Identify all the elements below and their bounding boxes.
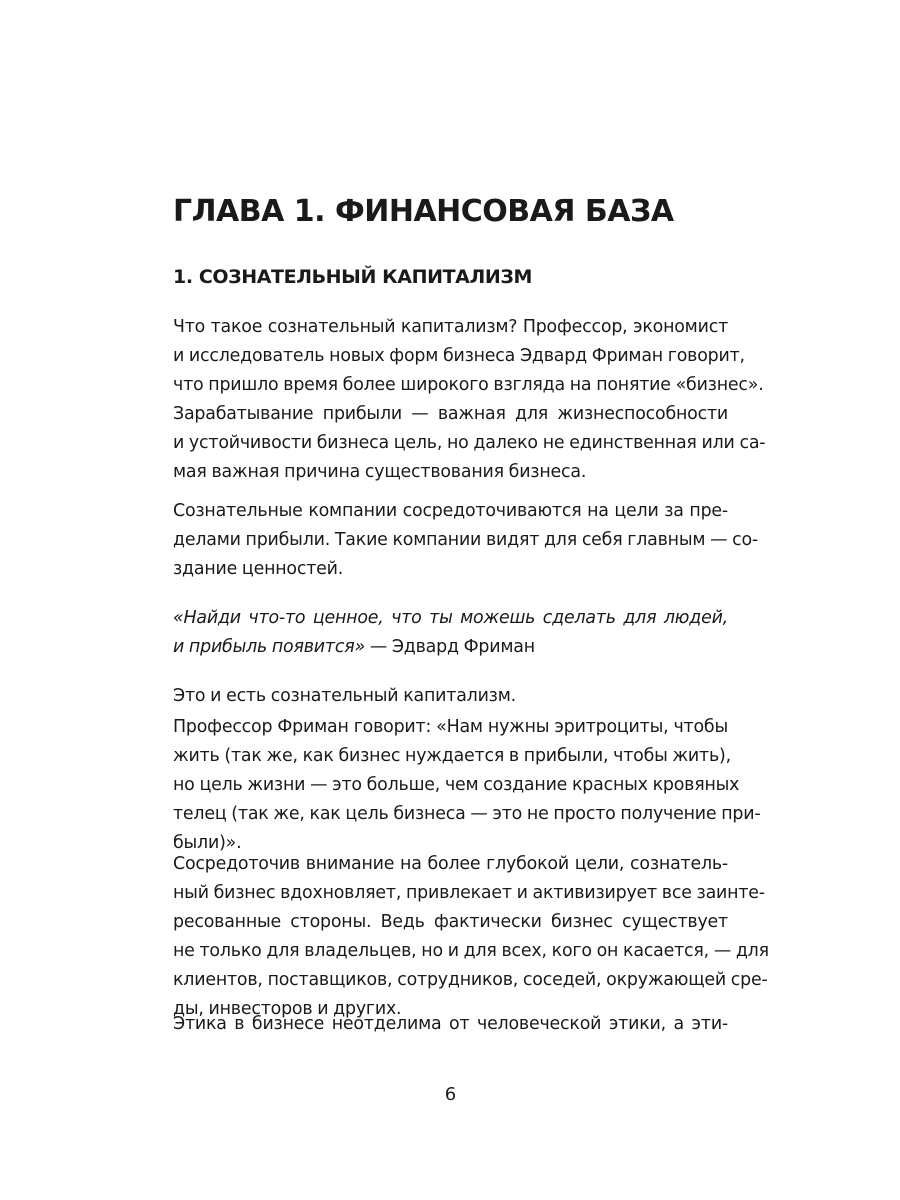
text-line: Что такое сознательный капитализм? Профессор, экономист [173, 317, 728, 337]
paragraph-business-ethics [173, 1010, 728, 1039]
text-line: клиентов, поставщиков, сотрудников, соседей, окружающей сре- [173, 970, 768, 990]
text-line: телец (так же, как цель бизнеса — это не просто получение при- [173, 804, 761, 824]
quote-line: «Найди что-то ценное, что ты можешь сделать для людей, [173, 608, 728, 628]
text-line: Этика в бизнесе неотделима от человеческой этики, а эти- [173, 1014, 728, 1034]
paragraph-deeper-purpose [173, 850, 769, 1024]
page-number: 6 [444, 1084, 457, 1105]
book-page [173, 0, 769, 1200]
text-line: не только для владельцев, но и для всех, кого он касается, — для [173, 941, 769, 961]
quote-block [173, 604, 728, 662]
text-line: Сосредоточив внимание на более глубокой цели, сознатель- [173, 854, 728, 874]
text-line: что пришло время более широкого взгляда на понятие «бизнес». [173, 375, 764, 395]
text-line: и устойчивости бизнеса цель, но далеко не единственная или са- [173, 433, 766, 453]
text-line: мая важная причина существования бизнеса. [173, 462, 587, 482]
text-line: и исследователь новых форм бизнеса Эдвард Фриман говорит, [173, 346, 745, 366]
paragraph-conscious-capitalism-intro [173, 313, 766, 487]
text-line: Сознательные компании сосредоточиваются на цели за пре- [173, 501, 728, 521]
text-line: здание ценностей. [173, 559, 344, 579]
text-line: жить (так же, как бизнес нуждается в прибыли, чтобы жить), [173, 746, 731, 766]
text-line: Профессор Фриман говорит: «Нам нужны эритроциты, чтобы [173, 717, 728, 737]
paragraph-this-is [173, 682, 728, 711]
text-line: ный бизнес вдохновляет, привлекает и активизирует все заинте- [173, 883, 765, 903]
text-line: ды, инвесторов и других. [173, 999, 402, 1019]
section-title: 1. СОЗНАТЕЛЬНЫЙ КАПИТАЛИЗМ [173, 266, 532, 288]
quote-text: и прибыль появится» [173, 637, 365, 657]
text-line: делами прибыли. Такие компании видят для себя главным — со- [173, 530, 758, 550]
text-line: но цель жизни — это больше, чем создание красных кровяных [173, 775, 740, 795]
paragraph-freeman-says [173, 713, 761, 858]
text-line: были)». [173, 833, 242, 853]
quote-author: — Эдвард Фриман [365, 637, 535, 657]
text-line: Зарабатывание прибыли — важная для жизнеспособности [173, 404, 728, 424]
paragraph-conscious-companies [173, 497, 758, 584]
quote-line [173, 633, 728, 662]
text-line: Это и есть сознательный капитализм. [173, 686, 516, 706]
chapter-title: ГЛАВА 1. ФИНАНСОВАЯ БАЗА [173, 194, 674, 229]
text-line: ресованные стороны. Ведь фактически бизнес существует [173, 912, 728, 932]
